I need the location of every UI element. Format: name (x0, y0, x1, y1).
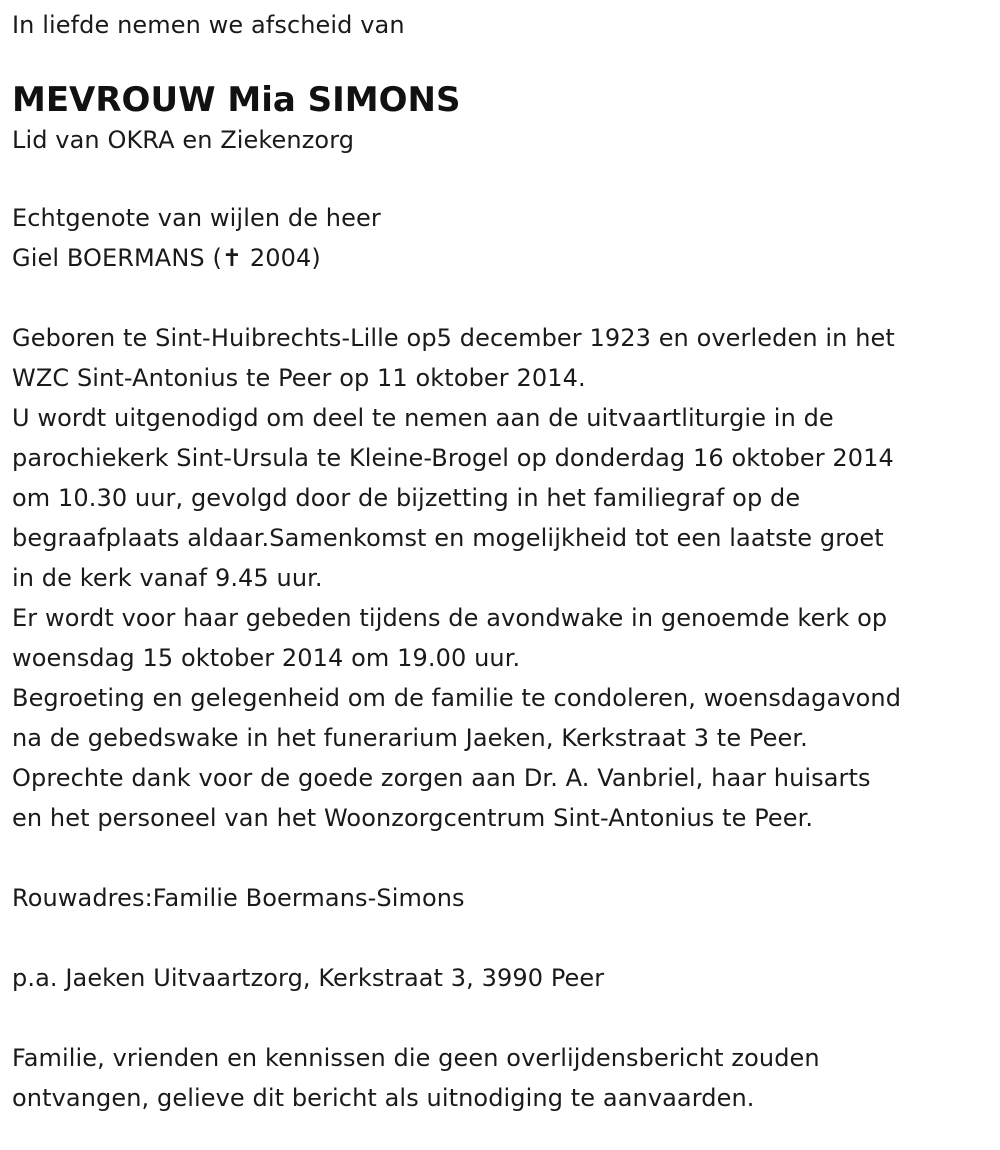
body-paragraph (12, 318, 988, 838)
membership-text: Lid van OKRA en Ziekenzorg (12, 126, 355, 154)
body-line: Er wordt voor haar gebeden tijdens de avondwake in genoemde kerk op (12, 604, 888, 632)
body-line: Geboren te Sint-Huibrechts-Lille op5 december 1923 en overleden in het (12, 324, 895, 352)
body-line: Begroeting en gelegenheid om de familie te condoleren, woensdagavond (12, 684, 902, 712)
body-line: woensdag 15 oktober 2014 om 19.00 uur. (12, 644, 521, 672)
body-line: om 10.30 uur, gevolgd door de bijzetting in het familiegraf op de (12, 484, 801, 512)
spacer (12, 838, 988, 878)
spacer (12, 278, 988, 318)
deceased-name: MEVROUW Mia SIMONS (12, 80, 461, 120)
spacer (12, 158, 988, 198)
body-line: WZC Sint-Antonius te Peer op 11 oktober 2014. (12, 364, 586, 392)
care-of-address: p.a. Jaeken Uitvaartzorg, Kerkstraat 3, 3990 Peer (12, 964, 605, 992)
mourning-address: Rouwadres:Familie Boermans-Simons (12, 884, 465, 912)
closing-line: ontvangen, gelieve dit bericht als uitnodiging te aanvaarden. (12, 1084, 755, 1112)
spouse-line-1: Echtgenote van wijlen de heer (12, 204, 381, 232)
body-line: begraafplaats aldaar.Samenkomst en mogelijkheid tot een laatste groet (12, 524, 884, 552)
intro-text: In liefde nemen we afscheid van (12, 11, 405, 39)
body-line: na de gebedswake in het funerarium Jaeken, Kerkstraat 3 te Peer. (12, 724, 808, 752)
spacer (12, 918, 988, 958)
body-line: en het personeel van het Woonzorgcentrum Sint-Antonius te Peer. (12, 804, 814, 832)
body-line: Oprechte dank voor de goede zorgen aan Dr. A. Vanbriel, haar huisarts (12, 764, 871, 792)
closing-line: Familie, vrienden en kennissen die geen overlijdensbericht zouden (12, 1044, 820, 1072)
spacer (12, 998, 988, 1038)
body-line: U wordt uitgenodigd om deel te nemen aan de uitvaartliturgie in de (12, 404, 834, 432)
body-line: in de kerk vanaf 9.45 uur. (12, 564, 323, 592)
spouse-line-2: Giel BOERMANS (✝ 2004) (12, 244, 321, 272)
body-line: parochiekerk Sint-Ursula te Kleine-Brogel op donderdag 16 oktober 2014 (12, 444, 894, 472)
